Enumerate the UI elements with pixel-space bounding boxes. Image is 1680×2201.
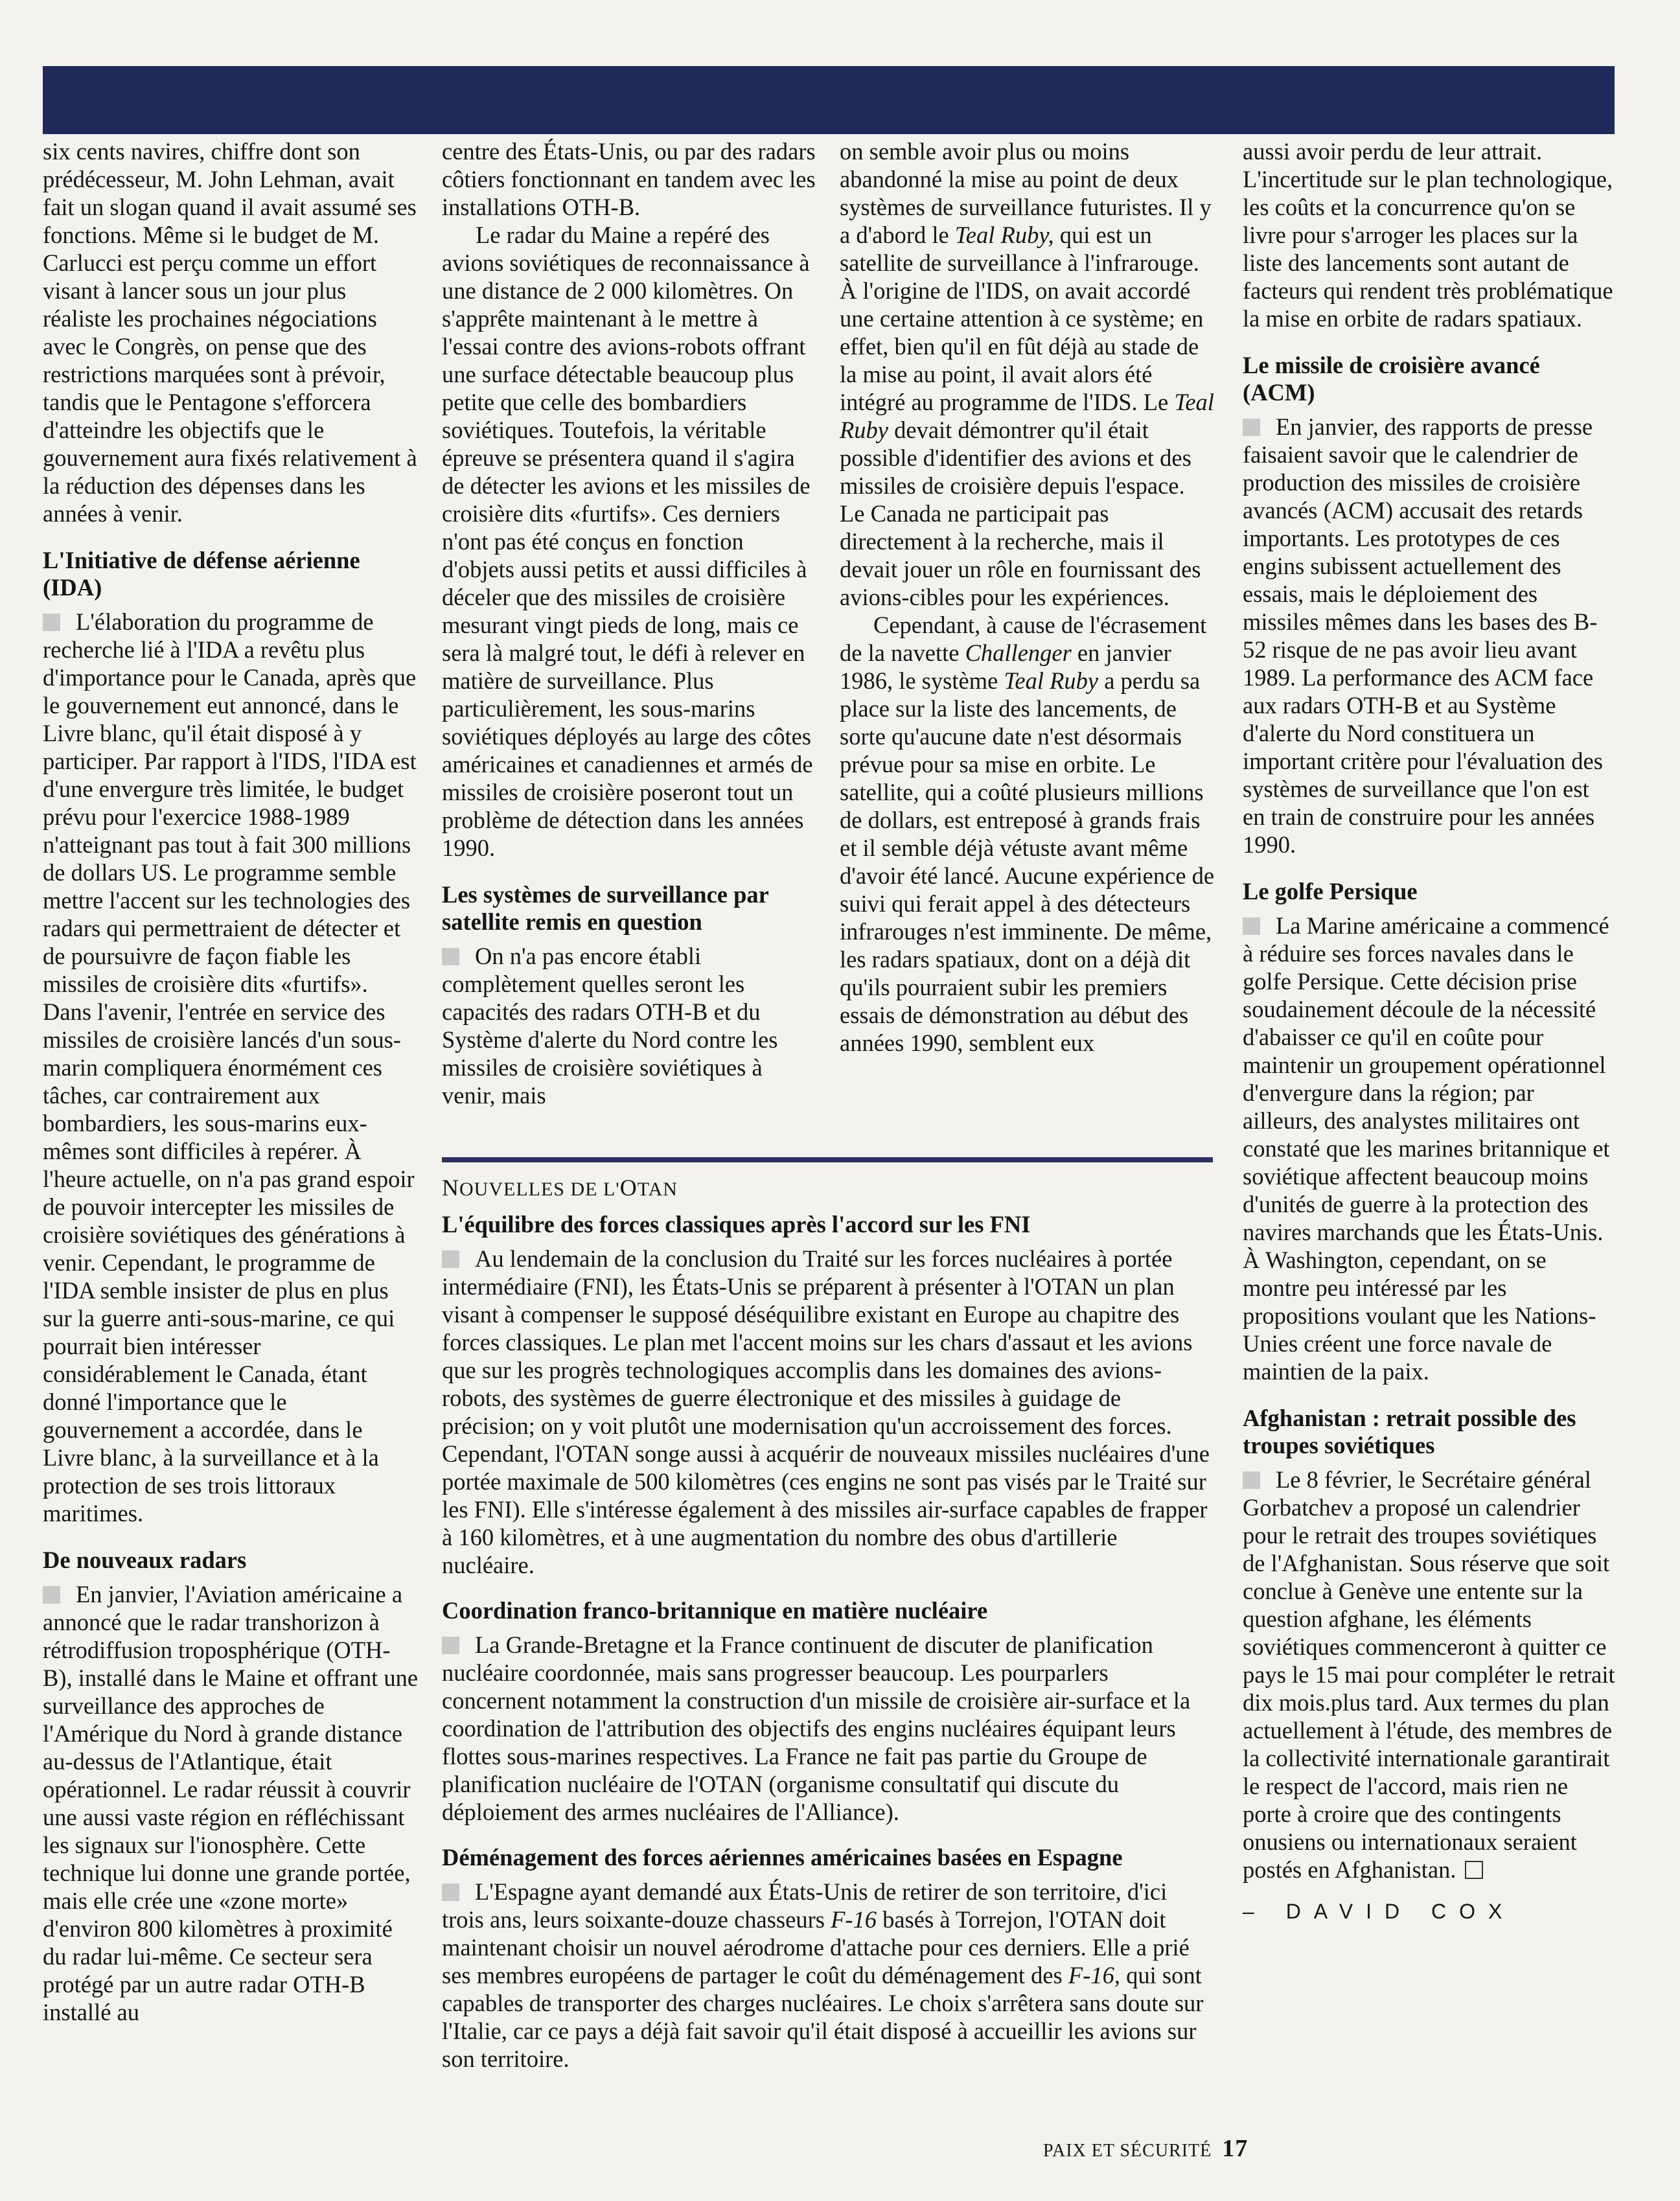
paragraph: aussi avoir perdu de leur attrait. L'incertitude sur le plan technologique, les coûts et la concurrence qu'on se livre pour s'arroger les places sur la liste des lancements sont autant de facteurs qui rendent très problématique la mise en orbite de radars spatiaux. bbox=[1243, 138, 1613, 332]
section-heading-radars: De nouveaux radars bbox=[43, 1547, 247, 1573]
section-heading-afghanistan: Afghanistan : retrait possible des troupes soviétiques bbox=[1243, 1405, 1576, 1458]
paragraph: six cents navires, chiffre dont son prédécesseur, M. John Lehman, avait fait un slogan quand il avait assumé ses fonctions. Même si le budget de M. Carlucci est perçu comme un effort visant à lancer sous un jour plus réaliste les prochaines négociations avec le Congrès, on pense que des restrictions marquées sont à prévoir, tandis que le Pentagone s'efforcera d'atteindre les objectifs que le gouvernement aura fixés relativement à la réduction des dépenses dans les années à venir. bbox=[43, 138, 417, 527]
paragraph: La Grande-Bretagne et la France continuent de discuter de planification nucléaire coordonnée, mais sans progresser beaucoup. Les pourparlers concernent notamment la construction d'un missile de croisière air-surface et la coordination de l'attribution des objectifs des engins nucléaires équipant leurs flottes sous-marines respectives. La France ne fait pas partie du Groupe de planification nucléaire de l'OTAN (organisme consultatif qui discute du déploiement des armes nucléaires de l'Alliance). bbox=[442, 1631, 1191, 1825]
paragraph: En janvier, des rapports de presse faisaient savoir que le calendrier de production des missiles de croisière avancés (ACM) accusait des retards importants. Les prototypes de ces engins subissent actuellement des essais, mais le déploiement des missiles mêmes dans les bases des B-52 risque de ne pas avoir lieu avant 1989. La performance des ACM face aux radars OTH-B et au Système d'alerte du Nord constituera un important critère pour l'évaluation des systèmes de surveillance que l'on est en train de construire pour les années 1990. bbox=[1243, 413, 1603, 858]
bullet-square-icon bbox=[1243, 1471, 1260, 1489]
otan-heading-nucleaire: Coordination franco-britannique en matière nucléaire bbox=[442, 1597, 988, 1624]
page-footer bbox=[1043, 2134, 1248, 2163]
paragraph: Le radar du Maine a repéré des avions soviétiques de reconnaissance à une distance de 2 000 kilomètres. On s'apprête maintenant à le mettre à l'essai contre des avions-robots offrant une surface détectable beaucoup plus petite que celle des bombardiers soviétiques. Toutefois, la véritable épreuve se présentera quand il s'agira de détecter les avions et les missiles de croisière dits «furtifs». Ces derniers n'ont pas été conçus en fonction d'objets aussi petits et aussi difficiles à déceler que des missiles de croisière mesurant vingt pieds de long, mais ce sera là malgré tout, le défi à relever en matière de surveillance. Plus particulièrement, les sous-marins soviétiques déployés au large des côtes américaines et canadiennes et armés de missiles de croisière poseront tout un problème de détection dans les années 1990. bbox=[442, 222, 813, 861]
bullet-square-icon bbox=[43, 614, 60, 631]
section-heading-golfe: Le golfe Persique bbox=[1243, 878, 1418, 905]
paragraph: En janvier, l'Aviation américaine a annoncé que le radar transhorizon à rétrodiffusion troposphérique (OTH-B), installé dans le Maine et offrant une surveillance des approches de l'Amérique du Nord à grande distance au-dessus de l'Atlantique, était opérationnel. Le radar réussit à couvrir une aussi vaste région en réfléchissant les signaux sur l'ionosphère. Cette technique lui donne une grande portée, mais elle crée une «zone morte» d'environ 800 kilomètres à proximité du radar lui-même. Ce secteur sera protégé par un autre radar OTH-B installé au bbox=[43, 1581, 419, 2025]
column-1 bbox=[43, 137, 419, 2026]
paragraph: centre des États-Unis, ou par des radars côtiers fonctionnant en tandem avec les installations OTH-B. bbox=[442, 138, 816, 220]
column-3 bbox=[840, 137, 1215, 1057]
bullet-square-icon bbox=[1243, 917, 1260, 935]
paragraph: Cependant, à cause de l'écrasement de la navette Challenger en janvier 1986, le système Teal Ruby a perdu sa place sur la liste des lancements, de sorte qu'aucune date n'est désormais prévue pour sa mise en orbite. Le satellite, qui a coûté plusieurs millions de dollars, est entreposé à grands frais et il semble déjà vétuste avant même d'avoir été lancé. Aucune expérience de suivi qui ferait appel à des détecteurs infrarouges n'est imminente. De même, les radars spatiaux, dont on a déjà dit qu'ils pourraient subir les premiers essais de démonstration au début des années 1990, semblent eux bbox=[840, 612, 1215, 1056]
otan-heading-espagne: Déménagement des forces aériennes américaines basées en Espagne bbox=[442, 1844, 1123, 1871]
bullet-square-icon bbox=[442, 1250, 459, 1268]
bullet-square-icon bbox=[43, 1586, 60, 1604]
paragraph: Au lendemain de la conclusion du Traité sur les forces nucléaires à portée intermédiaire (FNI), les États-Unis se préparent à présenter à l'OTAN un plan visant à compenser le supposé déséquilibre existant en Europe au chapitre des forces classiques. Le plan met l'accent moins sur les chars d'assaut et les avions que sur les progrès technologiques accomplis dans les domaines des avions-robots, des systèmes de guerre électronique et des missiles à guidage de précision; on y voit plutôt une modernisation qu'un accroissement des forces. Cependant, l'OTAN songe aussi à acquérir de nouveaux missiles nucléaires d'une portée maximale de 500 kilomètres (ces engins ne sont pas visés par le Traité sur les FNI). Elle s'intéresse également à des missiles air-surface capables de frapper à 160 kilomètres, et à une augmentation du nombre des obus d'artillerie nucléaire. bbox=[442, 1245, 1210, 1578]
otan-heading-fni: L'équilibre des forces classiques après l'accord sur les FNI bbox=[442, 1211, 1031, 1238]
author-signature: – DAVID COX bbox=[1243, 1900, 1515, 1923]
paragraph: L'Espagne ayant demandé aux États-Unis de retirer de son territoire, d'ici trois ans, leurs soixante-douze chasseurs F-16 basés à Torrejon, l'OTAN doit maintenant choisir un nouvel aérodrome d'attache pour ces derniers. Elle a prié ses membres européens de partager le coût du déménagement des F-16, qui sont capables de transporter des charges nucléaires. Le choix s'arrêtera sans doute sur l'Italie, car ce pays a déjà fait savoir qu'il était disposé à accueillir les avions sur son territoire. bbox=[442, 1878, 1204, 2072]
section-heading-acm: Le missile de croisière avancé (ACM) bbox=[1243, 352, 1540, 406]
journal-name: PAIX ET SÉCURITÉ bbox=[1043, 2141, 1212, 2161]
header-banner bbox=[43, 66, 1615, 134]
section-heading-satellite: Les systèmes de surveillance par satellite remis en question bbox=[442, 881, 769, 935]
paragraph: on semble avoir plus ou moins abandonné la mise au point de deux systèmes de surveillance futuristes. Il y a d'abord le Teal Ruby, qui est un satellite de surveillance à l'infrarouge. À l'origine de l'IDS, on avait accordé une certaine attention à ce système; en effet, bien qu'il en fût déjà au stade de la mise au point, il avait alors été intégré au programme de l'IDS. Le Teal Ruby devait démontrer qu'il était possible d'identifier des avions et des missiles de croisière depuis l'espace. Le Canada ne participait pas directement à la recherche, mais il devait jouer un rôle en fournissant des avions-cibles pour les expériences. bbox=[840, 138, 1214, 610]
bullet-square-icon bbox=[442, 1637, 459, 1654]
paragraph: Le 8 février, le Secrétaire général Gorbatchev a proposé un calendrier pour le retrait des troupes soviétiques de l'Afghanistan. Sous réserve que soit conclue à Genève une entente sur la question afghane, les éléments soviétiques commenceront à quitter ce pays le 15 mai pour compléter le retrait dix mois.plus tard. Aux termes du plan actuellement à l'étude, des membres de la collectivité internationale garantirait le respect de l'accord, mais rien ne porte à croire que des contingents onusiens ou internationaux seraient postés en Afghanistan. bbox=[1243, 1466, 1615, 1883]
section-heading-ida: L'Initiative de défense aérienne (IDA) bbox=[43, 547, 360, 601]
section-divider bbox=[442, 1157, 1213, 1162]
page-number: 17 bbox=[1222, 2135, 1248, 2162]
column-2 bbox=[442, 137, 818, 1109]
paragraph: On n'a pas encore établi complètement quelles seront les capacités des radars OTH-B et du Système d'alerte du Nord contre les missiles de croisière soviétiques à venir, mais bbox=[442, 943, 778, 1109]
paragraph: La Marine américaine a commencé à réduire ses forces navales dans le golfe Persique. Cette décision prise soudainement découle de la nécessité d'abaisser ce qu'il en coûte pour maintenir un groupement opérationnel d'envergure dans la région; par ailleurs, des analystes militaires ont constaté que les marines britannique et soviétique affectent beaucoup moins d'unités de guerre à la protection des navires marchands que les États-Unis. À Washington, cependant, on se montre peu intéressé par les propositions voulant que les Nations-Unies créent une force navale de maintien de la paix. bbox=[1243, 912, 1610, 1385]
bullet-square-icon bbox=[1243, 419, 1260, 436]
bullet-square-icon bbox=[442, 1884, 459, 1901]
otan-news-box bbox=[442, 1174, 1213, 2073]
bullet-square-icon bbox=[442, 948, 459, 965]
column-4 bbox=[1243, 137, 1615, 1926]
paragraph: L'élaboration du programme de recherche lié à l'IDA a revêtu plus d'importance pour le Canada, après que le gouvernement eut annoncé, dans le Livre blanc, qu'il était disposé à y participer. Par rapport à l'IDS, l'IDA est d'une envergure très limitée, le budget prévu pour l'exercice 1988-1989 n'atteignant pas tout à fait 300 millions de dollars US. Le programme semble mettre l'accent sur les technologies des radars qui permettraient de détecter et de poursuivre de façon fiable les missiles de croisière dits «furtifs». Dans l'avenir, l'entrée en service des missiles de croisière lancés d'un sous-marin compliquera énormément ces tâches, car contrairement aux bombardiers, les sous-marins eux-mêmes sont difficiles à repérer. À l'heure actuelle, on n'a pas grand espoir de pouvoir intercepter les missiles de croisière soviétiques des générations à venir. Cependant, le programme de l'IDA semble insister de plus en plus sur la guerre anti-sous-marine, ce qui pourrait bien intéresser considérablement le Canada, étant donné l'importance que le gouvernement a accordée, dans le Livre blanc, à la surveillance et à la protection de ses trois littoraux maritimes. bbox=[43, 608, 417, 1527]
rubric-title: NOUVELLES DE L'OTAN bbox=[442, 1175, 678, 1201]
end-mark-icon bbox=[1465, 1861, 1483, 1879]
